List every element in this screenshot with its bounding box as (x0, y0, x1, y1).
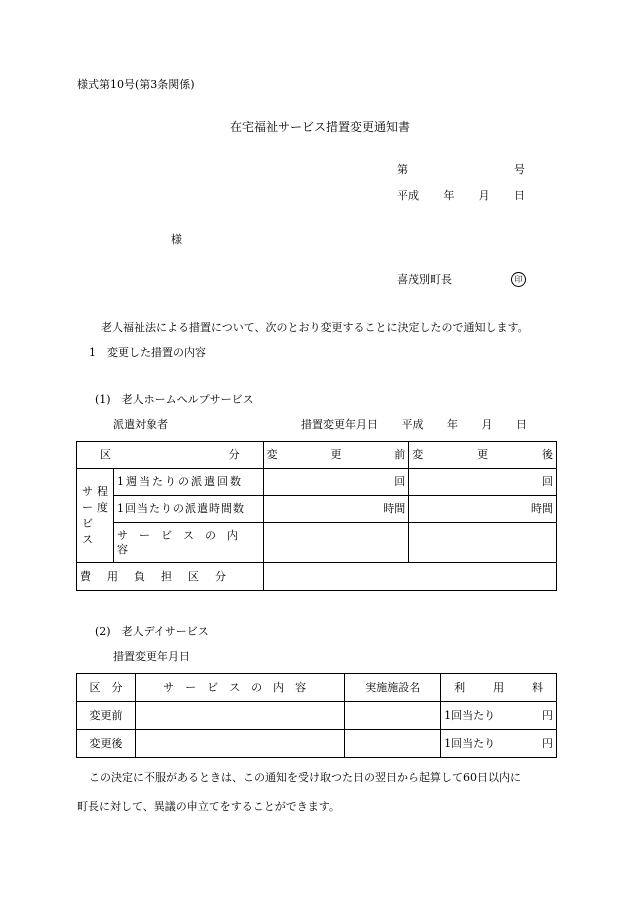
header-fee-char: 利 (454, 680, 466, 694)
vertical-char: ー (81, 500, 93, 514)
cost-share-label: 費用負担区分 (77, 563, 264, 591)
header-after (409, 442, 557, 469)
row-before-fee (441, 702, 557, 730)
row-after-service (135, 730, 344, 758)
day-service-change-date-label: 措置変更年月日 (113, 650, 190, 663)
service-content-label: サービスの内容 (113, 523, 263, 563)
header-category-right: 分 (228, 448, 240, 461)
form-number-label: 様式第10号(第3条関係) (77, 78, 195, 91)
row-after-label: 変更後 (77, 730, 136, 758)
document-title: 在宅福祉サービス措置変更通知書 (230, 120, 411, 134)
row-before-service (135, 702, 344, 730)
change-date-month: 月 (481, 418, 493, 431)
table-row (77, 469, 557, 496)
seal-icon: 印 (511, 272, 526, 287)
header-after-char: 変 (412, 448, 424, 461)
seal-mark (511, 272, 526, 287)
service-degree-label (77, 469, 114, 563)
vertical-char: サ (81, 484, 93, 498)
appeal-notice-line-1: この決定に不服があるときは、この通知を受け取つた日の翌日から起算して60日以内に (89, 771, 521, 784)
dispatch-target-label: 派遣対象者 (113, 418, 168, 431)
service-group-label (82, 484, 93, 548)
document-number (397, 163, 525, 177)
home-help-change-date (301, 418, 527, 432)
row-before-label: 変更前 (77, 702, 136, 730)
weekly-visits-label: 1週当たりの派遣回数 (113, 469, 263, 496)
row-after-fee (441, 730, 557, 758)
weekly-visits-after: 回 (409, 469, 557, 496)
cost-share-value (263, 563, 556, 591)
addressee-suffix: 様 (171, 233, 182, 246)
change-date-label: 措置変更年月日 (301, 418, 378, 431)
header-fee-char: 用 (493, 680, 505, 694)
date-year: 年 (443, 189, 455, 202)
day-service-heading: (2) 老人デイサービス (95, 625, 209, 638)
issuer-name: 喜茂別町長 (397, 273, 452, 286)
notice-body: 老人福祉法による措置について、次のとおり変更することに決定したので通知します。 (101, 321, 529, 334)
fee-unit: 円 (542, 708, 553, 722)
header-fee-char: 料 (531, 680, 543, 694)
header-service-content: サービスの内容 (135, 674, 344, 702)
header-after-char: 更 (477, 448, 489, 461)
header-category-left: 区 (100, 448, 111, 461)
fee-per-label: 1回当たり (444, 736, 496, 750)
degree-group-label (97, 484, 108, 548)
table-row (77, 702, 557, 730)
date-era: 平成 (397, 189, 419, 202)
date-day: 日 (513, 189, 525, 202)
row-after-facility (345, 730, 441, 758)
change-date-day: 日 (516, 418, 527, 431)
header-facility: 実施施設名 (345, 674, 441, 702)
vertical-char: 度 (96, 500, 108, 514)
fee-unit: 円 (542, 736, 553, 750)
header-after-char: 後 (541, 448, 553, 461)
vertical-char: ス (81, 532, 93, 546)
vertical-char: ビ (81, 516, 93, 530)
header-fee (441, 674, 557, 702)
appeal-notice-line-2: 町長に対して、異議の申立てをすることができます。 (77, 800, 340, 813)
change-date-era: 平成 (401, 418, 424, 431)
service-content-after (409, 523, 557, 563)
visit-hours-label: 1回当たりの派遣時間数 (113, 496, 263, 523)
header-before-char: 前 (394, 448, 406, 461)
change-date-year: 年 (447, 418, 458, 431)
visit-hours-after: 時間 (409, 496, 557, 523)
header-category: 区 分 (77, 674, 136, 702)
header-before-char: 更 (330, 448, 342, 461)
number-prefix: 第 (397, 163, 408, 176)
visit-hours-before: 時間 (263, 496, 409, 523)
table-header-row (77, 442, 557, 469)
day-service-table (76, 673, 557, 758)
table-header-row (77, 674, 557, 702)
home-help-table (76, 441, 557, 591)
table-row (77, 563, 557, 591)
weekly-visits-before: 回 (263, 469, 409, 496)
section-1-heading: 1 変更した措置の内容 (89, 346, 206, 359)
home-help-heading: (1) 老人ホームヘルプサービス (95, 393, 254, 406)
row-before-facility (345, 702, 441, 730)
vertical-char: 程 (96, 484, 108, 498)
header-category (77, 442, 264, 469)
service-content-before (263, 523, 409, 563)
date-month: 月 (478, 189, 490, 202)
fee-per-label: 1回当たり (444, 708, 496, 722)
header-before-char: 変 (266, 448, 278, 461)
table-row (77, 730, 557, 758)
header-before (263, 442, 409, 469)
number-suffix: 号 (514, 163, 525, 176)
issue-date (397, 189, 525, 203)
table-row (77, 496, 557, 523)
table-row (77, 523, 557, 563)
